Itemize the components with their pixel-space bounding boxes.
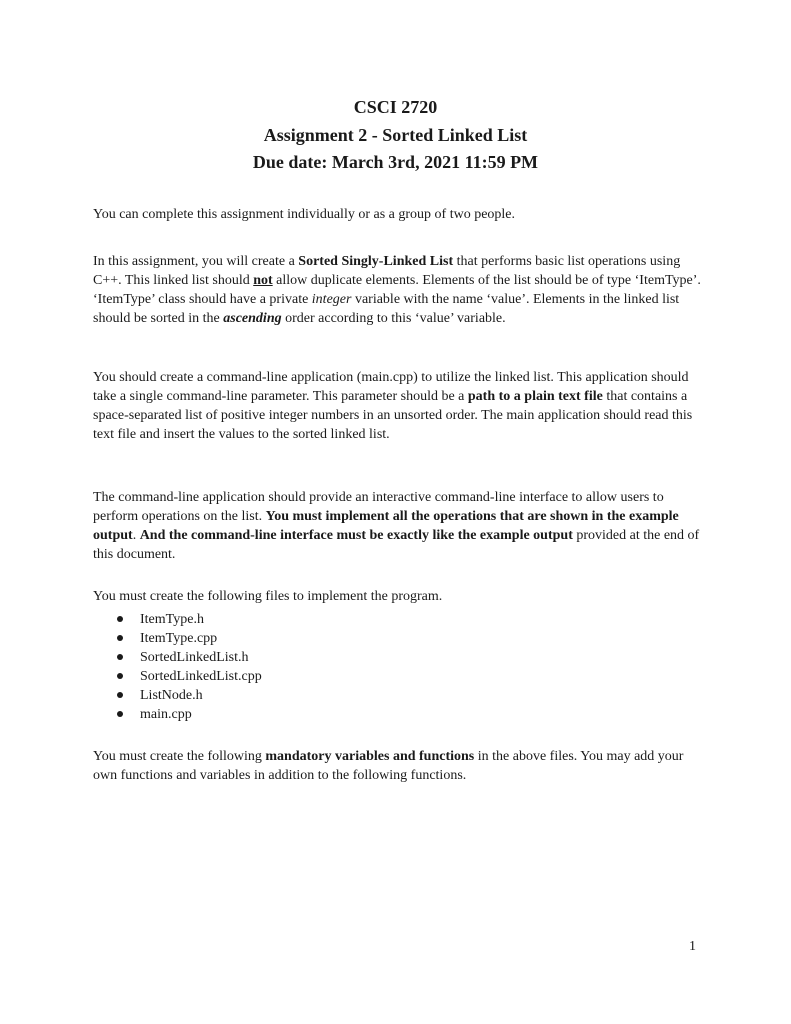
intro-paragraph: You can complete this assignment individually or as a group of two people. [93,207,516,222]
course-title: CSCI 2720 [353,97,438,117]
application-bold-path: path to a plain text file [467,389,603,404]
list-item: ListNode.h [117,686,262,705]
interface-bold-exact: And the command-line interface must be exactly like the example output [139,528,573,543]
overview-text-5: order according to this ‘value’ variable. [281,311,506,326]
overview-text-3: allow duplicate elements. Elements of the list should be of type ‘ItemType’. ‘ItemType’ class should have a private [93,273,701,307]
list-item: SortedLinkedList.h [117,648,262,667]
files-list [117,610,262,724]
list-item: ItemType.h [117,610,262,629]
interface-text-1: The command-line application should provide an interactive command-line interface to allow users to perform operations on the list. [93,490,664,524]
application-text-2: that contains a space-separated list of positive integer numbers in an unsorted order. The main application should read this text file and insert the values to the sorted linked list. [93,389,693,442]
files-intro: You must create the following files to implement the program. [93,589,443,604]
interface-text-2: . [132,528,140,543]
overview-text-1: In this assignment, you will create a [93,254,299,269]
interface-text-3: provided at the end of this document. [93,528,700,562]
due-date: Due date: March 3rd, 2021 11:59 PM [252,152,539,172]
page-number: 1 [689,939,696,954]
interface-paragraph [93,488,705,564]
overview-bold-sorted-list: Sorted Singly-Linked List [298,254,454,269]
overview-bold-italic-ascending: ascending [223,311,282,326]
overview-text-4: variable with the name ‘value’. Elements in the linked list should be sorted in the [93,292,680,326]
overview-text-2: that performs basic list operations using C++. This linked list should [93,254,681,288]
overview-bold-not: not [253,273,273,288]
mandatory-bold: mandatory variables and functions [265,749,475,764]
application-text-1: You should create a command-line application (main.cpp) to utilize the linked list. This application should take a single command-line parameter. This parameter should be a [93,370,689,404]
mandatory-paragraph [93,747,705,785]
list-item: SortedLinkedList.cpp [117,667,262,686]
list-item: ItemType.cpp [117,629,262,648]
application-paragraph [93,368,705,444]
overview-italic-integer: integer [311,292,352,307]
mandatory-text-2: in the above files. You may add your own functions and variables in addition to the following functions. [93,749,684,783]
mandatory-text-1: You must create the following [93,749,266,764]
overview-paragraph [93,252,705,328]
interface-bold-operations: You must implement all the operations that are shown in the example output [93,509,679,543]
list-item: main.cpp [117,705,262,724]
assignment-title: Assignment 2 - Sorted Linked List [263,125,528,145]
